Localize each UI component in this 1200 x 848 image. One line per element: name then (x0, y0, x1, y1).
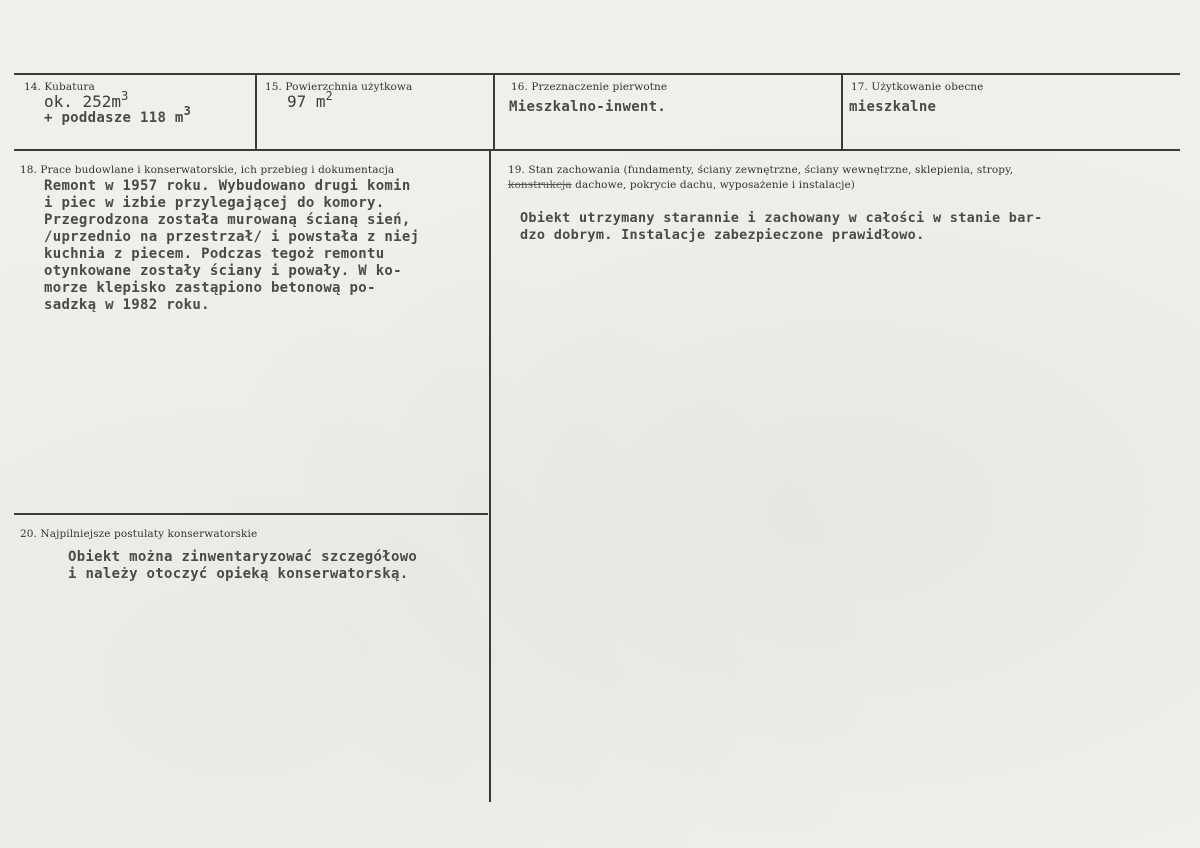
postulaty-line: i należy otoczyć opieką konserwatorską. (68, 566, 409, 582)
stan-line: dzo dobrym. Instalacje zabezpieczone prawidłowo. (520, 227, 925, 243)
postulaty-rule (14, 513, 488, 515)
postulaty-line: Obiekt można zinwentaryzować szczegółowo (68, 549, 418, 565)
prace-line: i piec w izbie przylegającej do komory. (44, 195, 385, 211)
row-rule-1 (14, 149, 1180, 151)
main-divider (489, 150, 491, 802)
stan-line: Obiekt utrzymany starannie i zachowany w całości w stanie bar- (520, 210, 1043, 226)
stan-label-2: konstrukcja dachowe, pokrycie dachu, wyposażenie i instalacje) (508, 179, 855, 191)
col-divider-3 (841, 74, 843, 150)
col-divider-2 (493, 74, 495, 150)
przeznaczenie-value: Mieszkalno-inwent. (509, 99, 667, 115)
uzytkowanie-value: mieszkalne (849, 99, 937, 115)
prace-line: morze klepisko zastąpiono betonową po- (44, 280, 376, 296)
uzytkowanie-label: 17. Użytkowanie obecne (851, 81, 984, 93)
powierzchnia-label: 15. Powierzchnia użytkowa (265, 81, 413, 93)
prace-line: Przegrodzona została murowaną ścianą sień, (44, 212, 411, 228)
przeznaczenie-label: 16. Przeznaczenie pierwotne (511, 81, 668, 93)
top-rule (14, 73, 1180, 75)
prace-line: /uprzednio na przestrzał/ i powstała z niej (44, 229, 420, 245)
postulaty-label: 20. Najpilniejsze postulaty konserwatorskie (20, 528, 258, 540)
kubatura-value-1: ok. $252m^3$ (44, 89, 129, 111)
prace-line: otynkowane zostały ściany i powały. W ko- (44, 263, 402, 279)
prace-line: Remont w 1957 roku. Wybudowano drugi komin (44, 178, 411, 194)
kubatura-label: 14. Kubatura (24, 81, 95, 93)
prace-label: 18. Prace budowlane i konserwatorskie, ich przebieg i dokumentacja (20, 164, 395, 176)
col-divider-1 (255, 74, 257, 150)
powierzchnia-value: 97 $m^2$ (287, 89, 333, 111)
prace-line: kuchnia z piecem. Podczas tegoż remontu (44, 246, 385, 262)
stan-label-struck: konstrukcja (508, 179, 572, 191)
stan-label-1: 19. Stan zachowania (fundamenty, ściany zewnętrzne, ściany wewnętrzne, sklepienia, stropy, (508, 164, 1014, 176)
prace-line: sadzką w 1982 roku. (44, 297, 210, 313)
kubatura-value-2: + poddasze 118 m3 (44, 104, 192, 126)
